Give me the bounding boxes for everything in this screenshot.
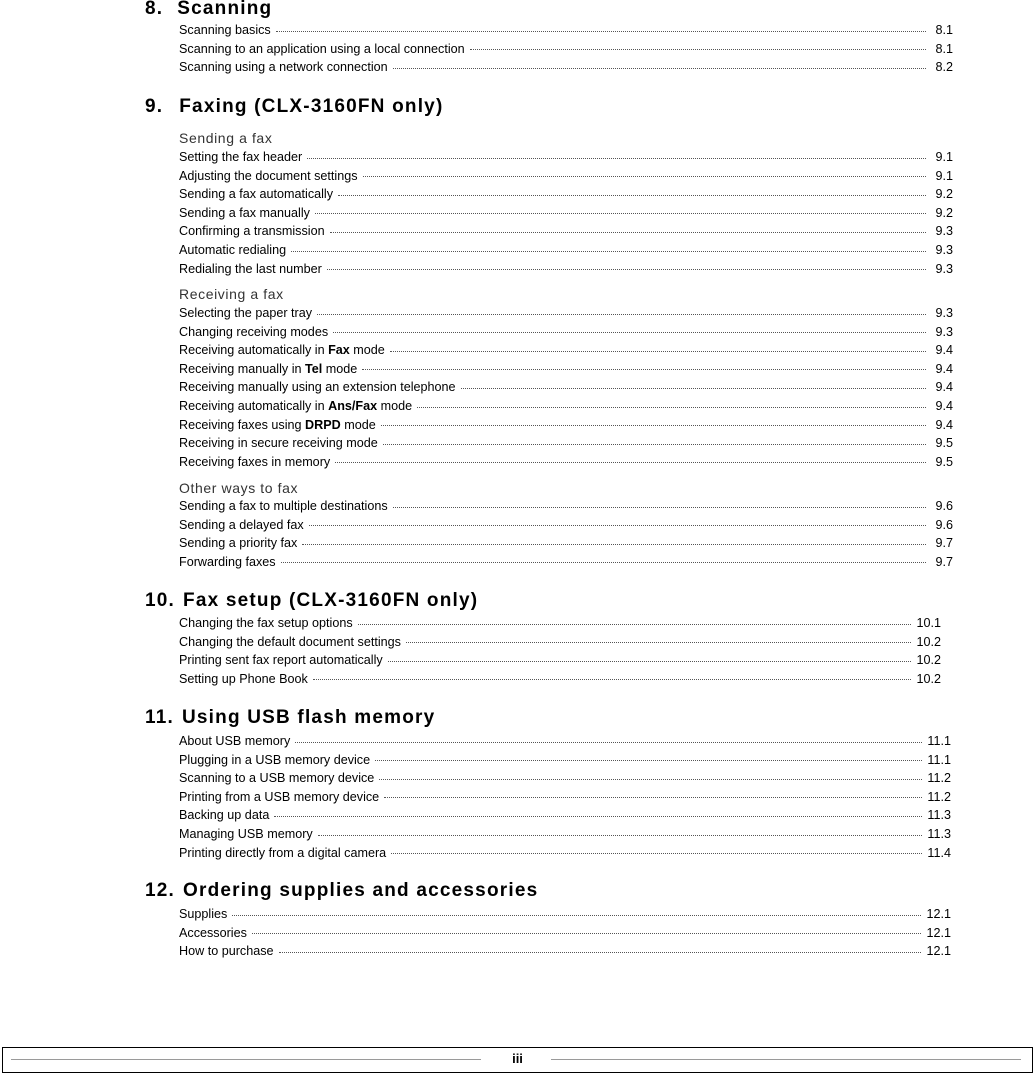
- toc-entry-label: Setting up Phone Book: [179, 671, 308, 686]
- toc-entry[interactable]: [179, 323, 953, 342]
- toc-entry-label: Managing USB memory: [179, 827, 313, 841]
- toc-entry-label: Sending a fax automatically: [179, 187, 334, 202]
- toc-entry-label: Changing the fax setup options: [179, 616, 353, 630]
- toc-entry-page: 10.1: [916, 616, 941, 630]
- dot-leader: [317, 314, 926, 315]
- toc-entry[interactable]: [179, 360, 953, 379]
- toc-entry-page: 9.3: [935, 306, 953, 320]
- toc-entry-label: Scanning to a USB memory device: [179, 771, 375, 786]
- toc-entry-label: Adjusting the document settings: [179, 168, 358, 183]
- toc-entry-page: 9.3: [935, 243, 953, 257]
- toc-entry-page: 9.6: [935, 499, 953, 513]
- chapter-title: [145, 0, 955, 22]
- toc-entry[interactable]: [179, 397, 953, 416]
- toc-entry[interactable]: [179, 732, 951, 751]
- toc-entry[interactable]: [179, 241, 953, 260]
- toc-entry-label: Supplies: [179, 907, 228, 921]
- toc-entry-page: 8.1: [935, 23, 953, 37]
- toc-entry-label: Redialing the last number: [179, 261, 322, 276]
- toc-entry[interactable]: [179, 21, 953, 40]
- dot-leader: [302, 544, 926, 545]
- dot-leader: [315, 213, 926, 214]
- toc-entry-page: 12.1: [926, 944, 951, 959]
- page-footer: [2, 1047, 1033, 1073]
- toc-entry-label: Plugging in a USB memory device: [179, 752, 371, 767]
- chapter-number: 12.: [145, 880, 176, 901]
- dot-leader: [330, 232, 926, 233]
- dot-leader: [309, 525, 926, 526]
- chapter-title: [145, 705, 955, 731]
- toc-entry-page: 10.2: [916, 653, 941, 668]
- toc-entry-label: Printing sent fax report automatically: [179, 653, 383, 668]
- toc-entry[interactable]: [179, 434, 953, 453]
- toc-entry[interactable]: [179, 633, 941, 652]
- toc-entry[interactable]: [179, 844, 951, 863]
- toc-entry-label: Receiving faxes using DRPD mode: [179, 417, 376, 432]
- toc-entry[interactable]: [179, 378, 953, 397]
- toc-entry-label: Scanning using a network connection: [179, 60, 388, 75]
- toc-entry-page: 9.3: [935, 224, 953, 239]
- toc-entry-label: Sending a priority fax: [179, 536, 298, 551]
- toc-entry-page: 11.3: [927, 827, 951, 841]
- dot-leader: [390, 351, 926, 352]
- toc-entry[interactable]: [179, 304, 953, 323]
- dot-leader: [358, 624, 912, 625]
- section-heading: Receiving a fax: [179, 286, 284, 302]
- page-number: iii: [512, 1051, 523, 1066]
- toc-entry-label: Sending a delayed fax: [179, 517, 304, 532]
- dot-leader: [307, 158, 926, 159]
- toc-entry-page: 9.5: [935, 454, 953, 469]
- toc-entry-page: 9.4: [935, 399, 953, 413]
- toc-entry-label: Changing the default document settings: [179, 634, 401, 649]
- toc-entry[interactable]: [179, 924, 951, 943]
- toc-entry-page: 9.1: [935, 168, 953, 183]
- toc-entry-page: 9.2: [935, 187, 953, 202]
- dot-leader: [383, 444, 926, 445]
- toc-entry-label: Sending a fax to multiple destinations: [179, 499, 388, 513]
- toc-entry-page: 11.3: [927, 808, 951, 823]
- toc-entry-page: 9.2: [935, 205, 953, 220]
- toc-entry-page: 11.4: [927, 845, 951, 860]
- dot-leader: [252, 933, 922, 934]
- toc-entry-label: Receiving manually in Tel mode: [179, 361, 358, 376]
- toc-entry-label: Accessories: [179, 925, 247, 940]
- chapter-title-text: Scanning: [177, 0, 273, 19]
- toc-entry-label: How to purchase: [179, 944, 274, 959]
- toc-entry-label: Scanning basics: [179, 23, 271, 37]
- toc-entry-page: 9.3: [935, 261, 953, 276]
- dot-leader: [417, 407, 926, 408]
- dot-leader: [313, 679, 912, 680]
- toc-entry[interactable]: [179, 806, 951, 825]
- dot-leader: [276, 31, 926, 32]
- toc-entry-page: 10.2: [916, 634, 941, 649]
- dot-leader: [274, 816, 922, 817]
- toc-entry-page: 9.7: [935, 554, 953, 569]
- dot-leader: [388, 661, 912, 662]
- toc-entry[interactable]: [179, 614, 941, 633]
- toc-entry-page: 9.1: [935, 150, 953, 164]
- toc-entry-page: 11.2: [927, 771, 951, 786]
- chapter-number: 9.: [145, 96, 164, 117]
- chapter-number: 10.: [145, 590, 176, 611]
- section-heading: Sending a fax: [179, 130, 273, 146]
- dot-leader: [295, 742, 922, 743]
- dot-leader: [406, 642, 912, 643]
- toc-entry[interactable]: [179, 751, 951, 770]
- chapter-number: 8.: [145, 0, 164, 19]
- toc-entry[interactable]: [179, 670, 941, 689]
- toc-entry[interactable]: [179, 825, 951, 844]
- toc-entry[interactable]: [179, 769, 951, 788]
- dot-leader: [281, 562, 926, 563]
- toc-entry-label: Printing directly from a digital camera: [179, 845, 387, 860]
- toc-entry[interactable]: [179, 534, 953, 553]
- toc-entry-label: Receiving automatically in Fax mode: [179, 343, 385, 358]
- toc-entry-page: 9.4: [935, 380, 953, 395]
- toc-entry-label: Changing receiving modes: [179, 324, 329, 339]
- toc-entry[interactable]: [179, 185, 953, 204]
- dot-leader: [279, 952, 922, 953]
- dot-leader: [379, 779, 922, 780]
- dot-leader: [375, 760, 922, 761]
- toc-entry-label: Receiving faxes in memory: [179, 454, 331, 469]
- dot-leader: [335, 462, 926, 463]
- toc-entry[interactable]: [179, 516, 953, 535]
- chapter-title-text: Ordering supplies and accessories: [183, 880, 539, 901]
- section-heading: Other ways to fax: [179, 480, 299, 496]
- dot-leader: [391, 853, 922, 854]
- toc-entry[interactable]: [179, 416, 953, 435]
- toc-entry-page: 11.2: [927, 789, 951, 804]
- dot-leader: [384, 797, 922, 798]
- toc-entry[interactable]: [179, 453, 953, 472]
- toc-entry-page: 9.4: [935, 343, 953, 358]
- toc-entry-page: 10.2: [916, 671, 941, 686]
- toc-entry-page: 8.1: [935, 41, 953, 56]
- dot-leader: [393, 68, 926, 69]
- chapter-title-text: Faxing (CLX-3160FN only): [179, 96, 444, 117]
- toc-entry-page: 12.1: [926, 925, 951, 940]
- toc-entry-label: Confirming a transmission: [179, 224, 325, 239]
- dot-leader: [362, 369, 926, 370]
- toc-entry-label: About USB memory: [179, 734, 291, 748]
- toc-entry[interactable]: [179, 341, 953, 360]
- toc-entry-label: Printing from a USB memory device: [179, 789, 380, 804]
- toc-entry[interactable]: [179, 40, 953, 59]
- dot-leader: [393, 507, 926, 508]
- toc-entry-label: Automatic redialing: [179, 243, 287, 257]
- chapter-number: 11.: [145, 707, 174, 728]
- toc-entry[interactable]: [179, 905, 951, 924]
- toc-entry-label: Sending a fax manually: [179, 205, 310, 220]
- toc-entry[interactable]: [179, 788, 951, 807]
- chapter-title: [145, 878, 955, 904]
- toc-entry-label: Setting the fax header: [179, 150, 303, 164]
- toc-entry[interactable]: [179, 553, 953, 572]
- toc-entry[interactable]: [179, 497, 953, 516]
- chapter-title-text: Fax setup (CLX-3160FN only): [183, 590, 479, 611]
- toc-entry-page: 11.1: [927, 734, 951, 748]
- toc-entry[interactable]: [179, 204, 953, 223]
- toc-entry-label: Receiving automatically in Ans/Fax mode: [179, 399, 413, 413]
- toc-entry-page: 9.3: [935, 324, 953, 339]
- toc-entry[interactable]: [179, 167, 953, 186]
- dot-leader: [338, 195, 926, 196]
- dot-leader: [291, 251, 926, 252]
- toc-entry[interactable]: [179, 148, 953, 167]
- toc-entry[interactable]: [179, 260, 953, 279]
- toc-entry-label: Receiving manually using an extension telephone: [179, 380, 456, 395]
- toc-entry-page: 9.4: [935, 361, 953, 376]
- dot-leader: [363, 176, 926, 177]
- dot-leader: [232, 915, 921, 916]
- toc-entry[interactable]: [179, 58, 953, 77]
- toc-entry-page: 9.4: [935, 417, 953, 432]
- toc-entry-page: 9.6: [935, 517, 953, 532]
- toc-entry-page: 12.1: [926, 907, 951, 921]
- dot-leader: [470, 49, 926, 50]
- toc-entry-label: Selecting the paper tray: [179, 306, 313, 320]
- chapter-title: [145, 588, 955, 614]
- toc-entry-page: 9.7: [935, 536, 953, 551]
- toc-entry-label: Forwarding faxes: [179, 554, 276, 569]
- toc-entry[interactable]: [179, 651, 941, 670]
- toc-entry-label: Receiving in secure receiving mode: [179, 436, 378, 451]
- dot-leader: [327, 269, 926, 270]
- toc-entry-page: 8.2: [935, 60, 953, 75]
- toc-entry[interactable]: [179, 942, 951, 961]
- dot-leader: [461, 388, 926, 389]
- dot-leader: [333, 332, 926, 333]
- toc-entry-label: Scanning to an application using a local connection: [179, 41, 465, 56]
- chapter-title-text: Using USB flash memory: [181, 707, 436, 728]
- dot-leader: [318, 835, 923, 836]
- toc-entry-label: Backing up data: [179, 808, 270, 823]
- toc-entry-page: 11.1: [927, 752, 951, 767]
- toc-entry-page: 9.5: [935, 436, 953, 451]
- toc-entry[interactable]: [179, 222, 953, 241]
- chapter-title: [145, 94, 955, 120]
- dot-leader: [381, 425, 926, 426]
